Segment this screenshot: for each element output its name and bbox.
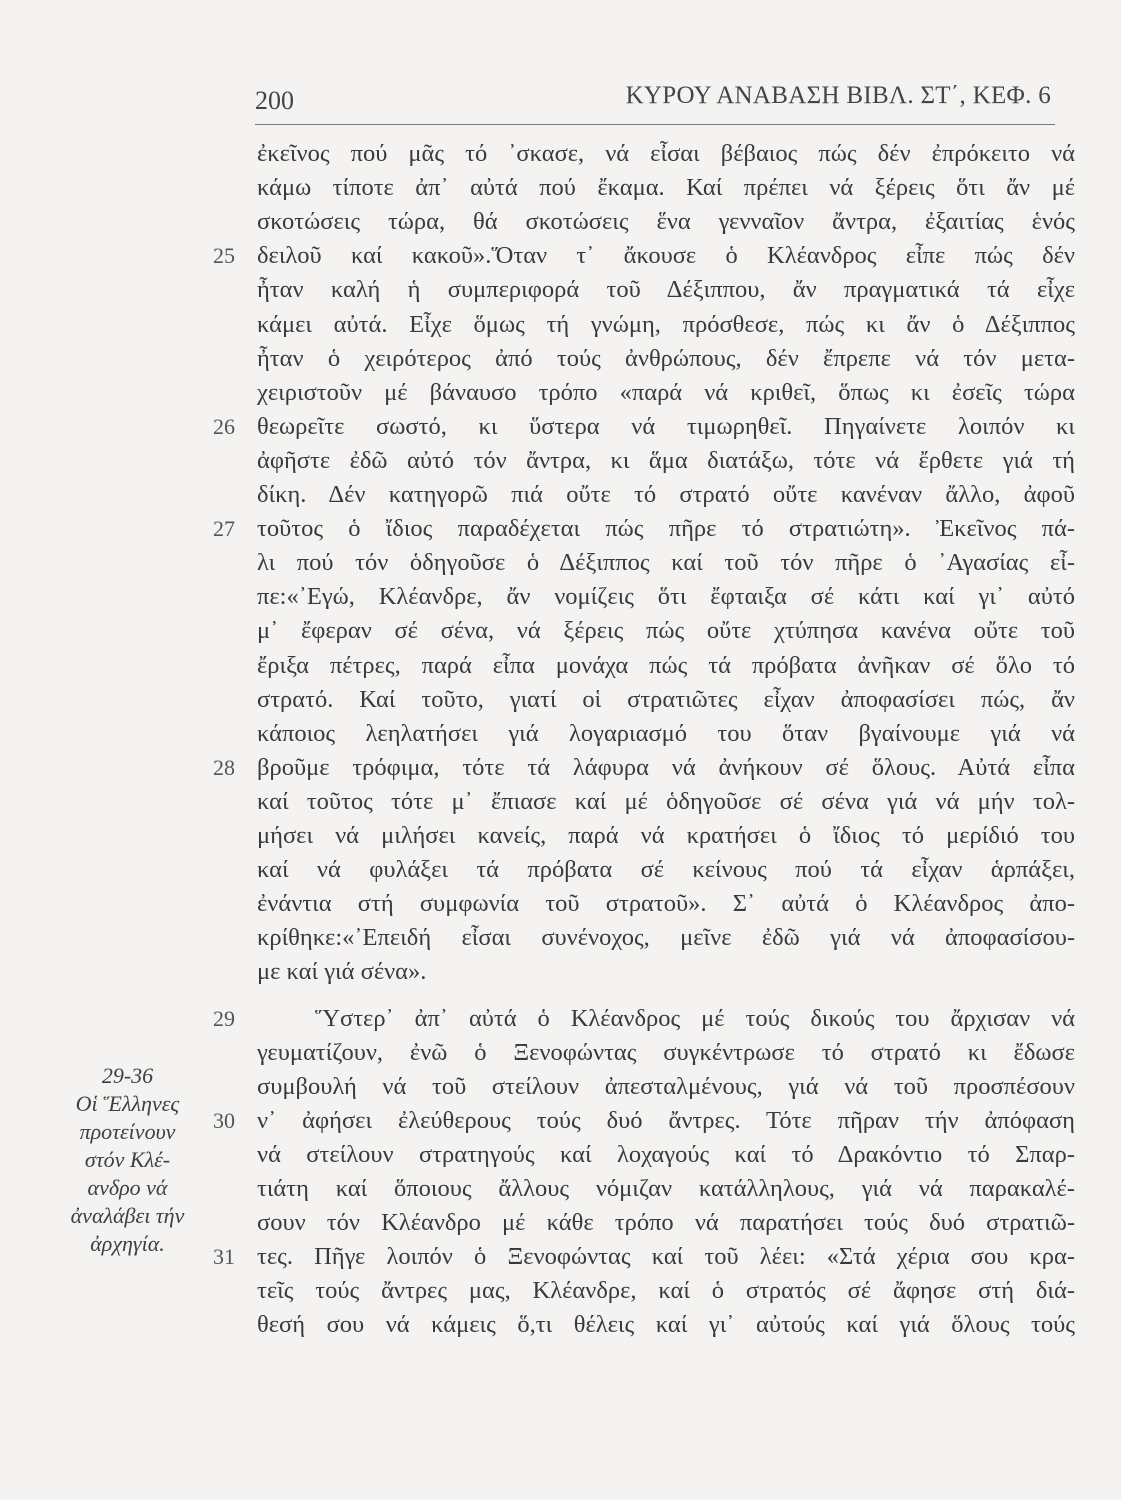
text-line: ἦταν καλή ἡ συμπεριφορά τοῦ Δέξιππου, ἄν πραγματικά τά εἶχε — [257, 276, 1075, 304]
text-line: στρατό. Καί τοῦτο, γιατί οἱ στρατιῶτες εἶχαν ἀποφασίσει πώς, ἄν — [257, 685, 1075, 713]
text-line: τεῖς τούς ἄντρες μας, Κλέανδρε, καί ὁ στρατός σέ ἄφησε στή διά- — [257, 1277, 1075, 1305]
margin-note-line: ἀναλάβει τήν — [70, 1203, 185, 1228]
text-line: σουν τόν Κλέανδρο μέ κάθε τρόπο νά παρατήσει τούς δυό στρατιῶ- — [257, 1209, 1075, 1237]
margin-note — [40, 1062, 215, 1258]
text-line: θεσή σου νά κάμεις ὅ,τι θέλεις καί γι᾽ αὐτούς καί γιά ὅλους τούς — [257, 1311, 1075, 1339]
section-number: 26 — [213, 413, 235, 439]
text-line: κάμει αὐτά. Εἶχε ὅμως τή γνώμη, πρόσθεσε, πώς κι ἄν ὁ Δέξιππος — [257, 310, 1075, 338]
text-line: πε:«᾽Εγώ, Κλέανδρε, ἄν νομίζεις ὅτι ἔφταιξα σέ κάτι καί γι᾽ αὐτό — [257, 583, 1075, 611]
text-line: θεωρεῖτε σωστό, κι ὕστερα νά τιμωρηθεῖ. Πηγαίνετε λοιπόν κι — [257, 412, 1075, 440]
text-line: γευματίζουν, ἐνῶ ὁ Ξενοφώντας συγκέντρωσε τό στρατό κι ἔδωσε — [257, 1038, 1075, 1066]
text-line: με καί γιά σένα». — [257, 958, 427, 986]
section-number: 25 — [213, 243, 235, 269]
margin-note-line: ἀρχηγία. — [90, 1231, 165, 1256]
margin-note-line: προτείνουν — [79, 1119, 176, 1144]
text-line: νά στείλουν στρατηγούς καί λοχαγούς καί τό Δρακόντιο τό Σπαρ- — [257, 1140, 1075, 1168]
text-line: καί νά φυλάξει τά πρόβατα σέ κείνους πού τά εἶχαν ἁρπάξει, — [257, 856, 1075, 884]
text-line: καί τοῦτος τότε μ᾽ ἔπιασε καί μέ ὁδηγοῦσε σέ σένα γιά νά μήν τολ- — [257, 787, 1075, 815]
text-line: δίκη. Δέν κατηγορῶ πιά οὔτε τό στρατό οὔτε κανέναν ἄλλο, ἀφοῦ — [257, 481, 1075, 508]
header-rule — [255, 124, 1055, 125]
text-line: μήσει νά μιλήσει κανείς, παρά νά κρατήσει ὁ ἴδιος τό μερίδιό του — [257, 822, 1075, 849]
running-title: ΚΥΡΟΥ ΑΝΑΒΑΣΗ ΒΙΒΛ. ΣΤ΄, ΚΕΦ. 6 — [625, 82, 1051, 109]
text-line: κάμω τίποτε ἀπ᾽ αὐτά πού ἔκαμα. Καί πρέπει νά ξέρεις ὅτι ἄν μέ — [257, 174, 1075, 202]
text-line: κρίθηκε:«᾽Επειδή εἶσαι συνένοχος, μεῖνε ἐδῶ γιά νά ἀποφασίσου- — [257, 924, 1075, 952]
section-number: 31 — [213, 1244, 235, 1270]
text-line: τοῦτος ὁ ἴδιος παραδέχεται πώς πῆρε τό στρατιώτη». Ἐκεῖνος πά- — [257, 515, 1075, 543]
text-line: ἐνάντια στή συμφωνία τοῦ στρατοῦ». Σ᾽ αὐτά ὁ Κλέανδρος ἀπο- — [257, 890, 1075, 918]
margin-note-line: ανδρο νά — [87, 1175, 168, 1200]
text-line: τες. Πῆγε λοιπόν ὁ Ξενοφώντας καί τοῦ λέει: «Στά χέρια σου κρα- — [257, 1243, 1075, 1271]
text-line: δειλοῦ καί κακοῦ».Ὅταν τ᾽ ἄκουσε ὁ Κλέανδρος εἶπε πώς δέν — [257, 242, 1075, 270]
text-line: κάποιος λεηλατήσει γιά λογαριασμό του ὅταν βγαίνουμε γιά νά — [257, 719, 1075, 747]
text-line: σκοτώσεις τώρα, θά σκοτώσεις ἕνα γενναῖον ἄντρα, ἐξαιτίας ἑνός — [257, 208, 1075, 236]
section-number: 27 — [213, 516, 235, 542]
text-line: βροῦμε τρόφιμα, τότε τά λάφυρα νά ἀνήκουν σέ ὅλους. Αὐτά εἶπα — [257, 753, 1075, 781]
text-line: χειριστοῦν μέ βάναυσο τρόπο «παρά νά κριθεῖ, ὅπως κι ἐσεῖς τώρα — [257, 378, 1075, 406]
text-line: τιάτη καί ὅποιους ἄλλους νόμιζαν κατάλληλους, γιά νά παρακαλέ- — [257, 1175, 1075, 1202]
margin-note-line: στόν Κλέ- — [84, 1147, 171, 1172]
margin-note-line: 29-36 — [101, 1063, 154, 1088]
section-number: 28 — [213, 754, 235, 780]
text-line: ἀφῆστε ἐδῶ αὐτό τόν ἄντρα, κι ἅμα διατάξω, τότε νά ἔρθετε γιά τή — [257, 446, 1075, 474]
page-number: 200 — [255, 86, 294, 115]
text-line: ἦταν ὁ χειρότερος ἀπό τούς ἀνθρώπους, δέν ἔπρεπε νά τόν μετα- — [257, 344, 1075, 372]
page-header — [255, 72, 1055, 122]
text-line: συμβουλή νά τοῦ στείλουν ἀπεσταλμένους, γιά νά τοῦ προσπέσουν — [257, 1072, 1075, 1100]
text-line: μ᾽ ἔφεραν σέ σένα, νά ξέρεις πώς οὔτε χτύπησα κανένα οὔτε τοῦ — [257, 617, 1075, 645]
section-number: 29 — [213, 1005, 235, 1031]
margin-note-line: Οἱ Ἕλληνες — [75, 1091, 180, 1116]
text-line: λι πού τόν ὁδηγοῦσε ὁ Δέξιππος καί τοῦ τόν πῆρε ὁ ᾽Αγασίας εἶ- — [257, 549, 1075, 577]
text-line: ν᾽ ἀφήσει ἐλεύθερους τούς δυό ἄντρες. Τότε πῆραν τήν ἀπόφαση — [257, 1106, 1075, 1134]
section-number: 30 — [213, 1107, 235, 1133]
text-line: Ὕστερ᾽ ἀπ᾽ αὐτά ὁ Κλέανδρος μέ τούς δικούς του ἄρχισαν νά — [315, 1004, 1075, 1032]
text-line: ἐκεῖνος πού μᾶς τό ᾽σκασε, νά εἶσαι βέβαιος πώς δέν ἐπρόκειτο νά — [257, 140, 1075, 167]
text-line: ἔριξα πέτρες, παρά εἶπα μονάχα πώς τά πρόβατα ἀνῆκαν σέ ὅλο τό — [257, 651, 1075, 679]
